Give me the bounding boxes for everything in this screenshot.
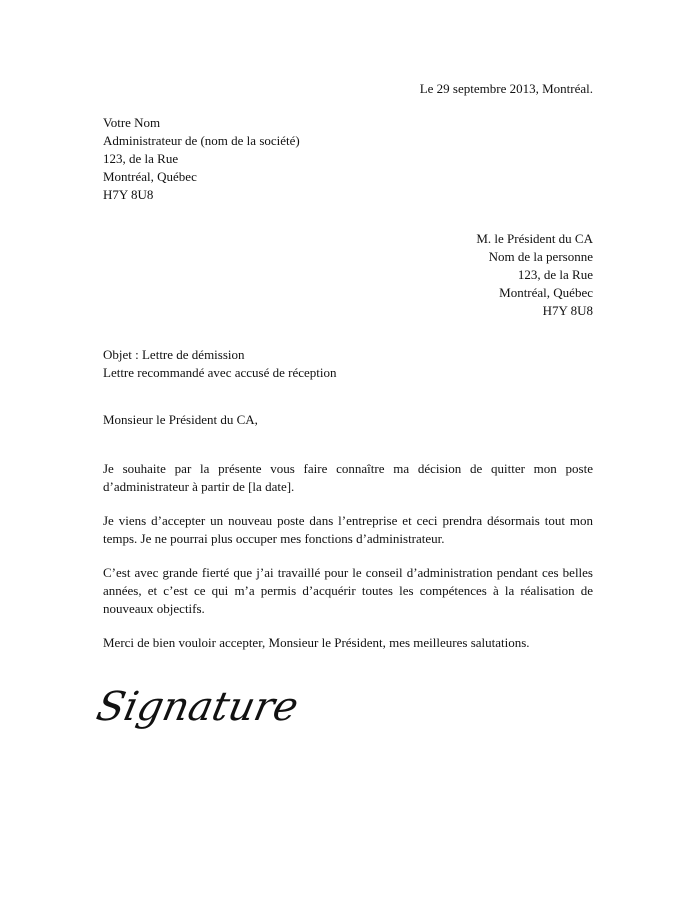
date-place: Le 29 septembre 2013, Montréal. (419, 81, 593, 96)
recipient-postal: H7Y 8U8 (542, 303, 593, 318)
recipient-name: Nom de la personne (488, 249, 593, 264)
delivery-mode-line: Lettre recommandé avec accusé de réception (103, 365, 337, 380)
body-paragraph: Merci de bien vouloir accepter, Monsieur le Président, mes meilleures salutations. (103, 635, 530, 650)
recipient-street: 123, de la Rue (517, 267, 593, 282)
subject-line: Objet : Lettre de démission (103, 347, 245, 362)
recipient-block (476, 230, 593, 320)
handwritten-signature (92, 676, 303, 736)
sender-name: Votre Nom (103, 115, 161, 130)
recipient-title: M. le Président du CA (476, 231, 593, 246)
salutation: Monsieur le Président du CA, (103, 412, 258, 427)
signature-text: Signature (92, 682, 303, 730)
body-paragraph: Je viens d’accepter un nouveau poste dans l’entreprise et ceci prendra désormais tout mon temps. Je ne pourrai plus occuper mes fonctions d’administrateur. (103, 513, 593, 546)
recipient-city: Montréal, Québec (499, 285, 593, 300)
body-paragraph: C’est avec grande fierté que j’ai travaillé pour le conseil d’administration pendant ces belles années, et c’est ce qui m’a permis d’acquérir toutes les compétences à la réalisation de nouveaux objectifs. (103, 565, 593, 616)
sender-city: Montréal, Québec (103, 169, 197, 184)
sender-title: Administrateur de (nom de la société) (103, 133, 300, 148)
letter-body (103, 460, 593, 668)
body-paragraph: Je souhaite par la présente vous faire connaître ma décision de quitter mon poste d’administrateur à partir de [la date]. (103, 461, 593, 494)
sender-postal: H7Y 8U8 (103, 187, 154, 202)
sender-block (103, 114, 300, 204)
sender-street: 123, de la Rue (103, 151, 179, 166)
subject-block (103, 346, 337, 382)
